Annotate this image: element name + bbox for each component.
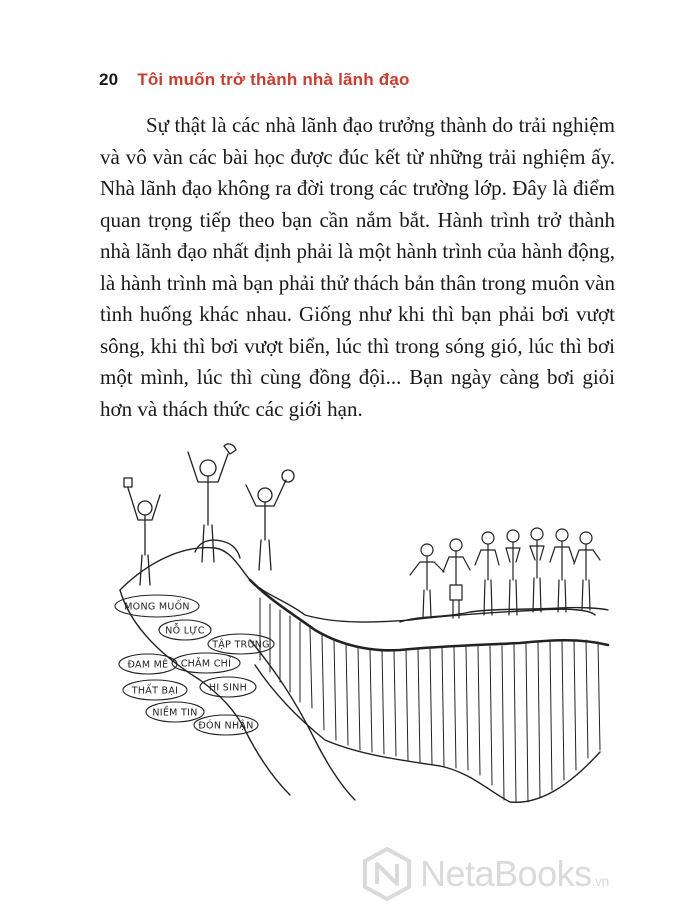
watermark <box>362 846 682 902</box>
label-dam-me: ĐAM MÊ <box>127 659 169 671</box>
label-tap-trung: TẬP TRUNG <box>212 639 270 651</box>
page-number: 20 <box>99 70 119 89</box>
watching-crowd <box>410 528 600 618</box>
netabooks-logo-icon <box>362 847 412 901</box>
label-niem-tin: NIỀM TIN <box>152 707 198 719</box>
cheering-figures <box>124 444 294 585</box>
watermark-text <box>420 853 609 895</box>
watermark-suffix: .vn <box>591 873 609 889</box>
label-cham-chi: CHĂM CHỈ <box>180 658 232 670</box>
label-that-bai: THẤT BẠI <box>131 685 179 697</box>
body-paragraph: Sự thật là các nhà lãnh đạo trưởng thành do trải nghiệm và vô vàn các bài học được đúc kết từ những trải nghiệm ấy. Nhà lãnh đạo không ra đời trong các trường lớp. Đây là điểm quan trọng tiếp theo bạn cần nắm bắt. Hành trình trở thành nhà lãnh đạo nhất định phải là một hành trình của hành động, là hành trình mà bạn phải thử thách bản thân trong muôn vàn tình huống khác nhau. Giống như khi thì bạn phải bơi vượt sông, khi thì bơi vượt biển, lúc thì trong sóng gió, lúc thì bơi một mình, lúc thì cùng đồng đội... Bạn ngày càng bơi giỏi hơn và thách thức các giới hạn. <box>100 113 615 421</box>
cliff-illustration <box>100 440 620 840</box>
label-don-nhan: ĐÓN NHẬN <box>198 720 254 732</box>
book-title: Tôi muốn trở thành nhà lãnh đạo <box>137 70 410 89</box>
watermark-brand: NetaBooks <box>420 853 592 894</box>
mountain-peak <box>120 548 595 622</box>
label-no-luc: NỖ LỰC <box>165 625 205 637</box>
ridge-line <box>250 580 608 650</box>
cliff-base <box>255 665 600 802</box>
running-header <box>99 70 410 90</box>
label-mong-muon: MONG MUỐN <box>124 601 190 613</box>
label-hi-sinh: HI SINH <box>208 682 248 694</box>
